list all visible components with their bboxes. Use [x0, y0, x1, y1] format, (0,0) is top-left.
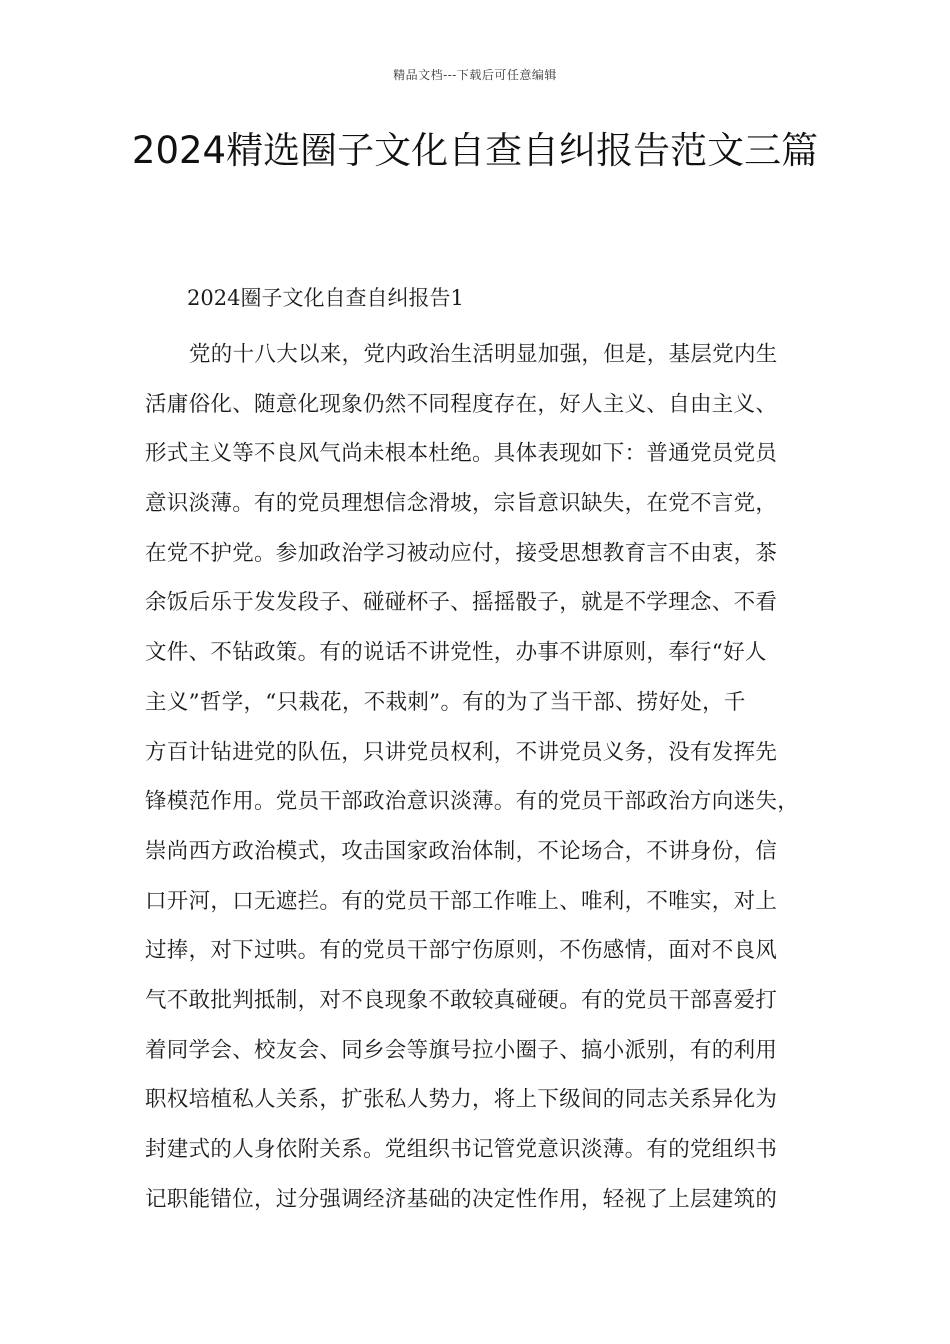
header-note: 精品文档---下载后可任意编辑: [393, 68, 557, 82]
body-line: 过捧，对下过哄。有的党员干部宁伤原则，不伤感情，面对不良风: [145, 938, 778, 964]
body-line: 气不敢批判抵制，对不良现象不敢较真碰硬。有的党员干部喜爱打: [145, 987, 778, 1013]
document-title: 2024精选圈子文化自查自纠报告范文三篇: [131, 129, 819, 172]
body-line: 口开河，口无遮拦。有的党员干部工作唯上、唯利，不唯实，对上: [145, 888, 778, 914]
body-line: 职权培植私人关系，扩张私人势力，将上下级间的同志关系异化为: [145, 1087, 778, 1113]
body-line: 锋模范作用。党员干部政治意识淡薄。有的党员干部政治方向迷失，: [145, 789, 800, 815]
body-line: 方百计钻进党的队伍，只讲党员权利，不讲党员义务，没有发挥先: [145, 739, 778, 765]
body-line: 形式主义等不良风气尚未根本杜绝。具体表现如下：普通党员党员: [145, 441, 778, 467]
body-line: 意识淡薄。有的党员理想信念滑坡，宗旨意识缺失，在党不言党，: [145, 491, 778, 517]
body-line: 余饭后乐于发发段子、碰碰杯子、摇摇骰子，就是不学理念、不看: [145, 590, 778, 616]
body-line: 崇尚西方政治模式，攻击国家政治体制，不论场合，不讲身份，信: [145, 838, 778, 864]
body-line: 封建式的人身依附关系。党组织书记管党意识淡薄。有的党组织书: [145, 1137, 778, 1162]
body-line: 着同学会、校友会、同乡会等旗号拉小圈子、搞小派别，有的利用: [145, 1037, 778, 1063]
body-line: 活庸俗化、随意化现象仍然不同程度存在，好人主义、自由主义、: [145, 391, 778, 417]
body-line: 文件、不钻政策。有的说话不讲党性，办事不讲原则，奉行“好人: [145, 640, 767, 666]
body-line: 在党不护党。参加政治学习被动应付，接受思想教育言不由衷，茶: [145, 540, 778, 566]
section-subtitle: 2024圈子文化自查自纠报告1: [187, 286, 464, 310]
body-line: 党的十八大以来，党内政治生活明显加强，但是，基层党内生: [189, 342, 778, 367]
body-line: 记职能错位，过分强调经济基础的决定性作用，轻视了上层建筑的: [145, 1186, 778, 1212]
body-paragraph: [145, 330, 835, 1224]
body-line: 主义”哲学，“只栽花，不栽刺”。有的为了当干部、捞好处，千: [145, 689, 746, 715]
